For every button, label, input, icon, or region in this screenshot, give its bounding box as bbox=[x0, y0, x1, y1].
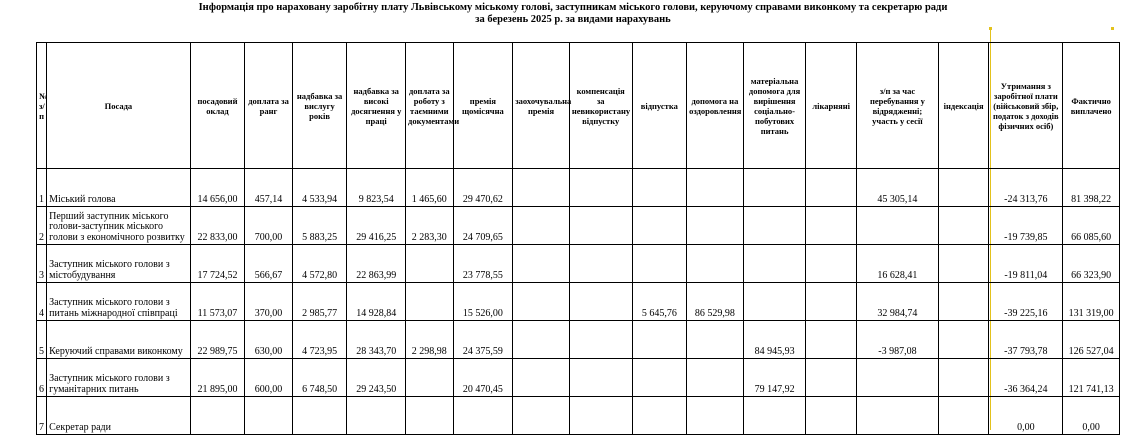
value-cell: 24 375,59 bbox=[453, 321, 513, 359]
value-cell bbox=[569, 169, 632, 207]
value-cell bbox=[347, 397, 406, 435]
value-cell: 600,00 bbox=[245, 359, 293, 397]
value-cell: 66 323,90 bbox=[1063, 245, 1120, 283]
value-cell: -39 225,16 bbox=[989, 283, 1063, 321]
value-cell bbox=[569, 397, 632, 435]
value-cell bbox=[743, 245, 806, 283]
value-cell: 457,14 bbox=[245, 169, 293, 207]
value-cell bbox=[453, 397, 513, 435]
value-cell: 0,00 bbox=[1063, 397, 1120, 435]
value-cell bbox=[806, 359, 857, 397]
col-header-monthly-bonus: премія щомісячна bbox=[453, 43, 513, 169]
value-cell: 6 748,50 bbox=[292, 359, 347, 397]
col-header-sick-leave: лікарняні bbox=[806, 43, 857, 169]
salary-table bbox=[36, 42, 1120, 435]
value-cell: -37 793,78 bbox=[989, 321, 1063, 359]
col-header-secret-docs: доплата за роботу з таємними документами bbox=[406, 43, 454, 169]
value-cell: 11 573,07 bbox=[190, 283, 245, 321]
col-header-vacation: відпустка bbox=[632, 43, 687, 169]
value-cell bbox=[569, 283, 632, 321]
table-row bbox=[37, 245, 1120, 283]
col-header-seniority: надбавка за вислугу років bbox=[292, 43, 347, 169]
row-number: 4 bbox=[37, 283, 47, 321]
value-cell bbox=[938, 283, 989, 321]
value-cell bbox=[856, 397, 938, 435]
value-cell bbox=[406, 245, 454, 283]
value-cell: 23 778,55 bbox=[453, 245, 513, 283]
value-cell: 121 741,13 bbox=[1063, 359, 1120, 397]
value-cell bbox=[687, 245, 744, 283]
value-cell bbox=[632, 169, 687, 207]
value-cell: 84 945,93 bbox=[743, 321, 806, 359]
col-header-incentive: заохочувальна премія bbox=[513, 43, 570, 169]
col-header-base-salary: посадовий оклад bbox=[190, 43, 245, 169]
value-cell: 29 416,25 bbox=[347, 207, 406, 245]
table-row bbox=[37, 321, 1120, 359]
position-cell: Секретар ради bbox=[47, 397, 191, 435]
value-cell: 66 085,60 bbox=[1063, 207, 1120, 245]
table-row bbox=[37, 397, 1120, 435]
value-cell: 16 628,41 bbox=[856, 245, 938, 283]
value-cell bbox=[806, 207, 857, 245]
col-header-material-aid: матеріальна допомога для вирішення соціально-побутових питань bbox=[743, 43, 806, 169]
value-cell bbox=[632, 207, 687, 245]
margin-guide-dot bbox=[1111, 27, 1114, 30]
value-cell: 1 465,60 bbox=[406, 169, 454, 207]
value-cell bbox=[806, 169, 857, 207]
col-header-business-trip: з/п за час перебування у відрядженні; участь у сесії bbox=[856, 43, 938, 169]
value-cell: -19 811,04 bbox=[989, 245, 1063, 283]
value-cell bbox=[806, 283, 857, 321]
value-cell: 28 343,70 bbox=[347, 321, 406, 359]
row-number: 1 bbox=[37, 169, 47, 207]
value-cell: 15 526,00 bbox=[453, 283, 513, 321]
header-row bbox=[37, 43, 1120, 169]
value-cell: 5 645,76 bbox=[632, 283, 687, 321]
value-cell bbox=[513, 283, 570, 321]
value-cell bbox=[569, 321, 632, 359]
position-cell: Міський голова bbox=[47, 169, 191, 207]
col-header-deductions: Утримання з заробітної плати (військовий збір, податок з доходів фізичних осіб) bbox=[989, 43, 1063, 169]
value-cell bbox=[569, 207, 632, 245]
value-cell bbox=[938, 169, 989, 207]
value-cell: 14 928,84 bbox=[347, 283, 406, 321]
value-cell bbox=[856, 207, 938, 245]
value-cell bbox=[406, 283, 454, 321]
col-header-indexation: індексація bbox=[938, 43, 989, 169]
value-cell: -24 313,76 bbox=[989, 169, 1063, 207]
value-cell bbox=[569, 245, 632, 283]
document-title bbox=[0, 2, 1146, 26]
table-row bbox=[37, 283, 1120, 321]
value-cell: 14 656,00 bbox=[190, 169, 245, 207]
row-number: 2 bbox=[37, 207, 47, 245]
col-header-rank-bonus: доплата за ранг bbox=[245, 43, 293, 169]
row-number: 5 bbox=[37, 321, 47, 359]
value-cell bbox=[806, 397, 857, 435]
value-cell: 32 984,74 bbox=[856, 283, 938, 321]
value-cell bbox=[938, 245, 989, 283]
value-cell: 29 470,62 bbox=[453, 169, 513, 207]
value-cell: 700,00 bbox=[245, 207, 293, 245]
col-header-vacation-comp: компенсація за невикористану відпустку bbox=[569, 43, 632, 169]
col-header-achievement: надбавка за високі досягнення у праці bbox=[347, 43, 406, 169]
value-cell bbox=[632, 397, 687, 435]
col-header-position: Посада bbox=[47, 43, 191, 169]
value-cell: 86 529,98 bbox=[687, 283, 744, 321]
value-cell: -36 364,24 bbox=[989, 359, 1063, 397]
value-cell: 2 985,77 bbox=[292, 283, 347, 321]
title-line-2: за березень 2025 р. за видами нарахувань bbox=[475, 14, 671, 25]
position-cell: Заступник міського голови з питань міжнародної співпраці bbox=[47, 283, 191, 321]
value-cell bbox=[513, 397, 570, 435]
value-cell bbox=[856, 359, 938, 397]
margin-guide-dot bbox=[989, 27, 992, 30]
position-cell: Заступник міського голови з містобудування bbox=[47, 245, 191, 283]
col-header-paid: Фактично виплачено bbox=[1063, 43, 1120, 169]
value-cell bbox=[806, 245, 857, 283]
value-cell bbox=[632, 321, 687, 359]
value-cell bbox=[406, 359, 454, 397]
value-cell bbox=[245, 397, 293, 435]
title-line-1: Інформація про нараховану заробітну плату Львівському міському голові, заступникам міського голови, керуючому справами виконкому та секретарю ради bbox=[198, 2, 948, 13]
value-cell: 2 298,98 bbox=[406, 321, 454, 359]
position-cell: Заступник міського голови з гуманітарних питань bbox=[47, 359, 191, 397]
value-cell: 45 305,14 bbox=[856, 169, 938, 207]
value-cell bbox=[406, 397, 454, 435]
value-cell: 22 989,75 bbox=[190, 321, 245, 359]
col-header-health-aid: допомога на оздоровлення bbox=[687, 43, 744, 169]
value-cell: 370,00 bbox=[245, 283, 293, 321]
value-cell: 20 470,45 bbox=[453, 359, 513, 397]
value-cell: 4 533,94 bbox=[292, 169, 347, 207]
value-cell bbox=[743, 207, 806, 245]
value-cell bbox=[513, 245, 570, 283]
row-number: 3 bbox=[37, 245, 47, 283]
value-cell: 24 709,65 bbox=[453, 207, 513, 245]
value-cell: 9 823,54 bbox=[347, 169, 406, 207]
position-cell: Керуючий справами виконкому bbox=[47, 321, 191, 359]
value-cell bbox=[687, 359, 744, 397]
value-cell bbox=[513, 169, 570, 207]
value-cell: -3 987,08 bbox=[856, 321, 938, 359]
value-cell: 2 283,30 bbox=[406, 207, 454, 245]
value-cell: 4 572,80 bbox=[292, 245, 347, 283]
value-cell: 4 723,95 bbox=[292, 321, 347, 359]
value-cell bbox=[687, 321, 744, 359]
col-header-number: № з/п bbox=[37, 43, 47, 169]
value-cell: 81 398,22 bbox=[1063, 169, 1120, 207]
value-cell: 131 319,00 bbox=[1063, 283, 1120, 321]
value-cell: 21 895,00 bbox=[190, 359, 245, 397]
row-number: 6 bbox=[37, 359, 47, 397]
value-cell bbox=[806, 321, 857, 359]
value-cell bbox=[687, 207, 744, 245]
value-cell: 22 863,99 bbox=[347, 245, 406, 283]
table-row bbox=[37, 169, 1120, 207]
value-cell bbox=[513, 207, 570, 245]
value-cell bbox=[743, 283, 806, 321]
value-cell: 630,00 bbox=[245, 321, 293, 359]
value-cell: 126 527,04 bbox=[1063, 321, 1120, 359]
table-row bbox=[37, 207, 1120, 245]
value-cell: 566,67 bbox=[245, 245, 293, 283]
value-cell bbox=[632, 359, 687, 397]
value-cell bbox=[938, 397, 989, 435]
table-row bbox=[37, 359, 1120, 397]
value-cell bbox=[687, 169, 744, 207]
value-cell bbox=[632, 245, 687, 283]
value-cell: 0,00 bbox=[989, 397, 1063, 435]
value-cell bbox=[292, 397, 347, 435]
position-cell: Перший заступник міського голови-заступник міського голови з економічного розвитку bbox=[47, 207, 191, 245]
value-cell bbox=[687, 397, 744, 435]
value-cell bbox=[513, 359, 570, 397]
value-cell bbox=[190, 397, 245, 435]
value-cell bbox=[743, 397, 806, 435]
value-cell bbox=[938, 359, 989, 397]
value-cell bbox=[513, 321, 570, 359]
value-cell bbox=[569, 359, 632, 397]
value-cell: -19 739,85 bbox=[989, 207, 1063, 245]
value-cell: 79 147,92 bbox=[743, 359, 806, 397]
value-cell: 5 883,25 bbox=[292, 207, 347, 245]
value-cell: 29 243,50 bbox=[347, 359, 406, 397]
value-cell: 22 833,00 bbox=[190, 207, 245, 245]
value-cell: 17 724,52 bbox=[190, 245, 245, 283]
value-cell bbox=[938, 207, 989, 245]
value-cell bbox=[938, 321, 989, 359]
row-number: 7 bbox=[37, 397, 47, 435]
value-cell bbox=[743, 169, 806, 207]
